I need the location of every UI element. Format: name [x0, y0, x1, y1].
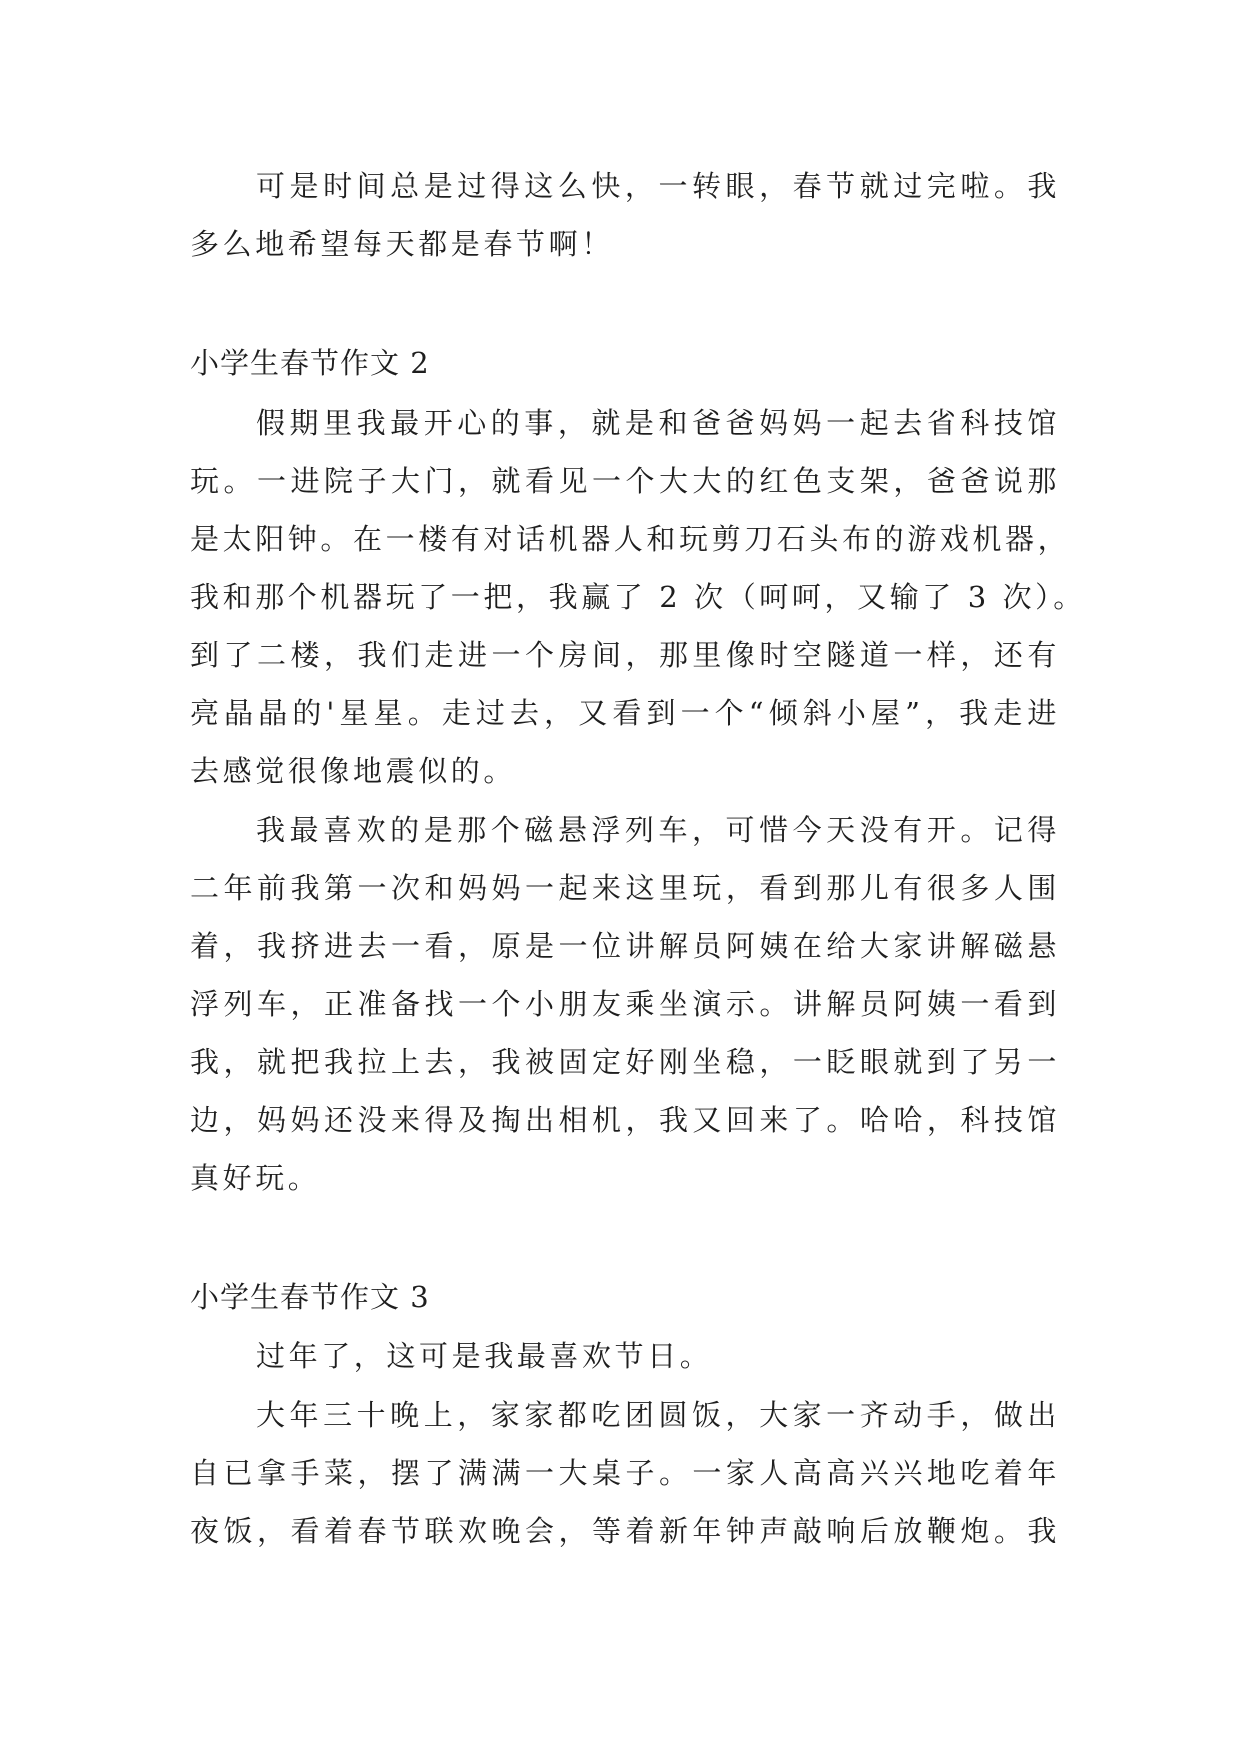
text-line: 过年了，这可是我最喜欢节日。	[256, 1339, 713, 1373]
text-line: 夜饭，看着春节联欢晚会，等着新年钟声敲响后放鞭炮。我	[190, 1514, 1060, 1548]
text-line: 我，就把我拉上去，我被固定好刚坐稳，一眨眼就到了另一	[190, 1045, 1060, 1079]
text-line: 玩。一进院子大门，就看见一个大大的红色支架，爸爸说那	[190, 464, 1060, 498]
text-line: 多么地希望每天都是春节啊！	[190, 227, 614, 261]
text-line: 着，我挤进去一看，原是一位讲解员阿姨在给大家讲解磁悬	[190, 929, 1060, 963]
text-line: 浮列车，正准备找一个小朋友乘坐演示。讲解员阿姨一看到	[190, 987, 1060, 1021]
text-line: 二年前我第一次和妈妈一起来这里玩，看到那儿有很多人围	[190, 871, 1060, 905]
text-line: 我和那个机器玩了一把，我赢了 2 次（呵呵，又输了 3 次）。	[190, 580, 1086, 614]
text-line: 边，妈妈还没来得及掏出相机，我又回来了。哈哈，科技馆	[190, 1103, 1060, 1137]
text-line: 是太阳钟。在一楼有对话机器人和玩剪刀石头布的游戏机器，	[190, 522, 1071, 556]
text-line: 到了二楼，我们走进一个房间，那里像时空隧道一样，还有	[190, 638, 1060, 672]
text-line: 大年三十晚上，家家都吃团圆饭，大家一齐动手，做出	[256, 1398, 1060, 1432]
text-line: 可是时间总是过得这么快，一转眼，春节就过完啦。我	[256, 169, 1060, 203]
text-line: 真好玩。	[190, 1161, 321, 1195]
text-line: 假期里我最开心的事，就是和爸爸妈妈一起去省科技馆	[256, 406, 1060, 440]
text-line: 去感觉很像地震似的。	[190, 754, 517, 788]
essay-heading: 小学生春节作文 2	[190, 346, 430, 380]
text-line: 亮晶晶的'星星。走过去，又看到一个“倾斜小屋”，我走进	[190, 696, 1060, 730]
text-line: 我最喜欢的是那个磁悬浮列车，可惜今天没有开。记得	[256, 813, 1060, 847]
text-line: 自已拿手菜，摆了满满一大桌子。一家人高高兴兴地吃着年	[190, 1456, 1060, 1490]
essay-heading: 小学生春节作文 3	[190, 1280, 430, 1314]
